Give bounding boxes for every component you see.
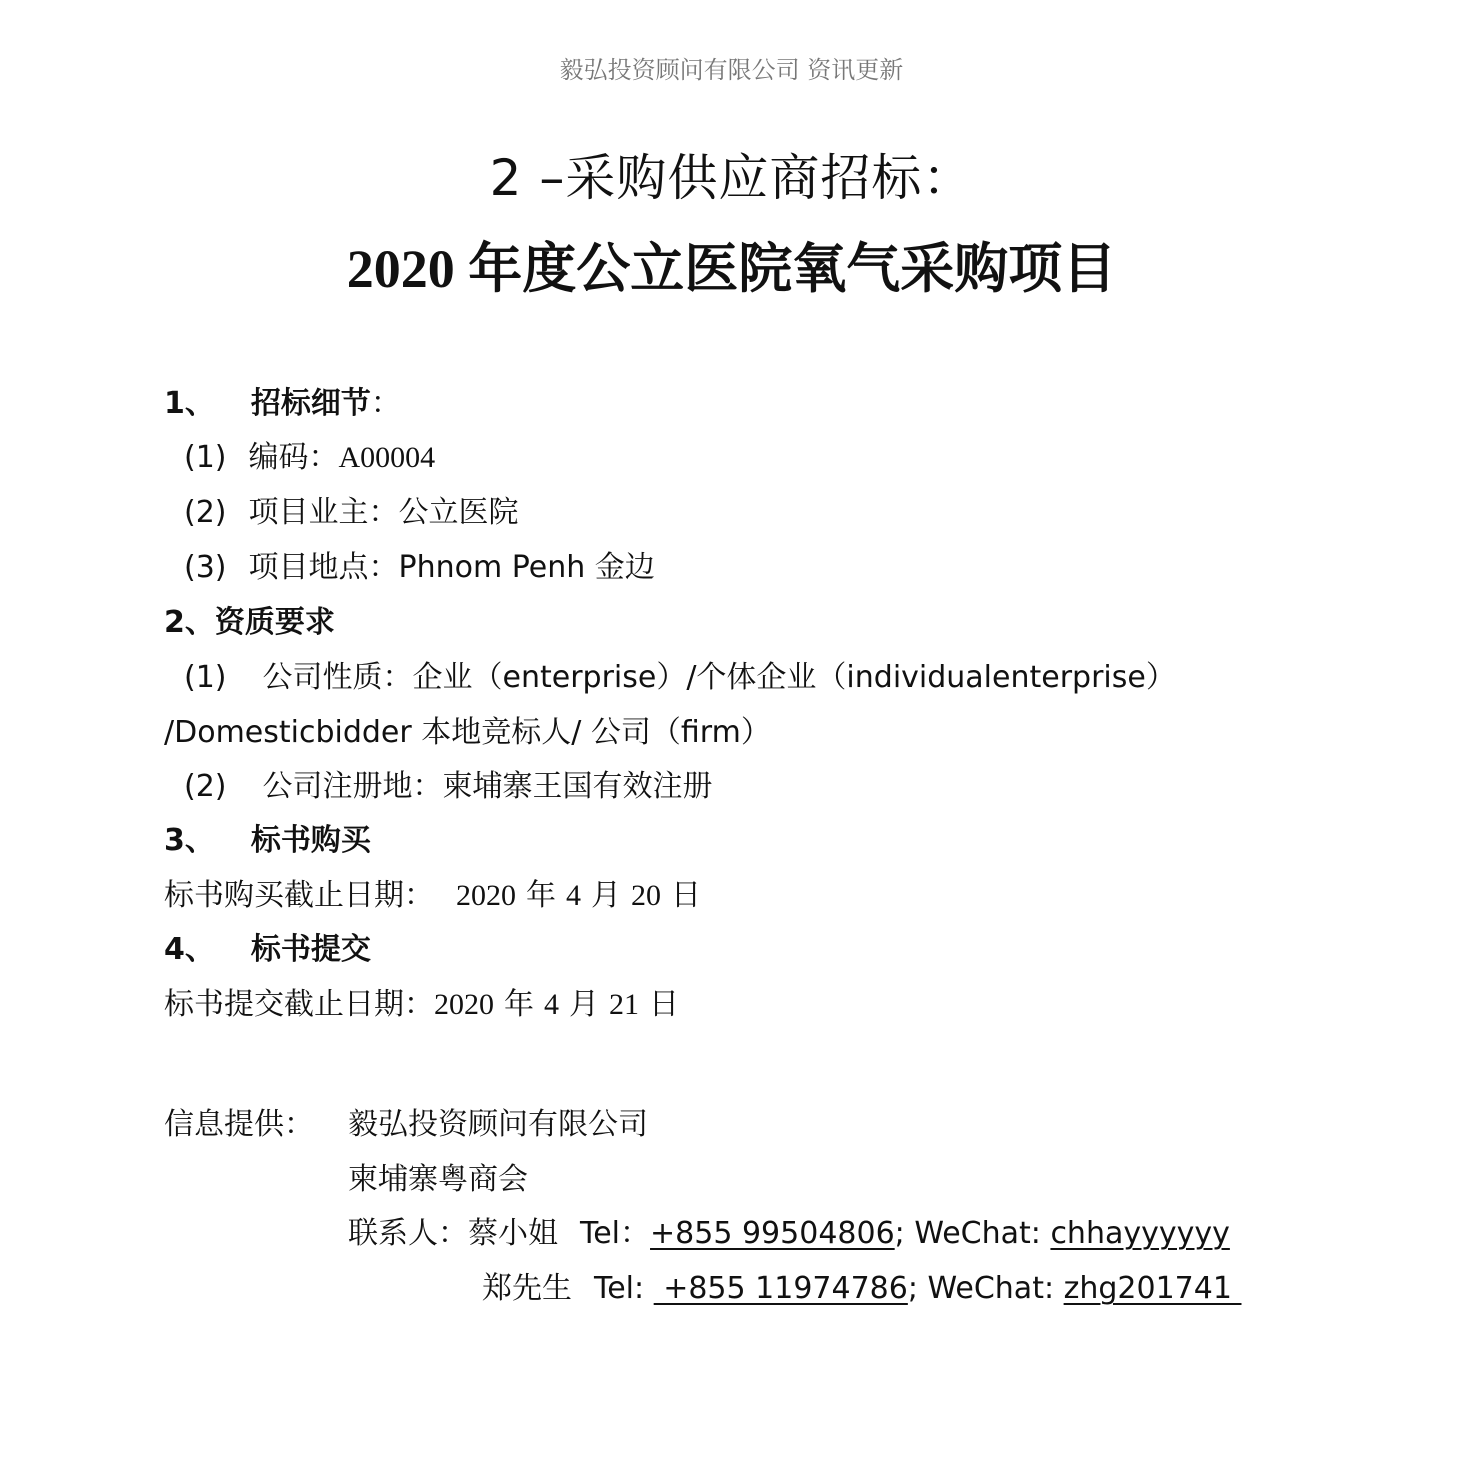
item-registration bbox=[184, 761, 713, 805]
section-title: 标书购买 bbox=[250, 823, 371, 858]
section-2-heading: 2、资质要求 bbox=[164, 605, 335, 640]
tel-label: Tel: bbox=[594, 1271, 654, 1306]
info-provider-label: 信息提供： bbox=[164, 1107, 314, 1142]
contact-name: 郑先生 bbox=[482, 1271, 572, 1306]
item-number: (1) bbox=[184, 440, 227, 475]
month-unit: 月 bbox=[569, 987, 599, 1022]
item-label: 编码： bbox=[248, 440, 339, 475]
document-title-line1: 2 –采购供应商招标： bbox=[489, 149, 974, 207]
item-text: 项目业主：公立医院 bbox=[248, 495, 519, 530]
deadline-label: 标书购买截止日期： bbox=[164, 878, 434, 913]
section-number: 4、 bbox=[164, 932, 215, 967]
document-title-line2: 2020 年度公立医院氧气采购项目 bbox=[346, 239, 1117, 299]
month-unit: 月 bbox=[591, 878, 621, 913]
contact-person-1 bbox=[348, 1208, 1230, 1252]
item-text: 公司性质：企业（enterprise）/个体企业（individualenterprise） bbox=[262, 660, 1176, 695]
year-unit: 年 bbox=[504, 987, 534, 1022]
item-number: (2) bbox=[184, 495, 227, 530]
year-unit: 年 bbox=[526, 878, 556, 913]
page-header: 毅弘投资顾问有限公司 资讯更新 bbox=[559, 56, 904, 84]
info-provider-company2: 柬埔寨粤商会 bbox=[348, 1162, 528, 1197]
item-number: (3) bbox=[184, 550, 227, 585]
day-unit: 日 bbox=[649, 987, 679, 1022]
contact-name: 蔡小姐 bbox=[468, 1216, 558, 1251]
section-number: 3、 bbox=[164, 823, 215, 858]
deadline-year: 2020 bbox=[456, 879, 516, 912]
wechat-link[interactable]: zhg201741 bbox=[1063, 1271, 1242, 1306]
item-label: 项目地点： bbox=[248, 550, 399, 585]
item-number: (2) bbox=[184, 769, 227, 804]
section-3-heading bbox=[164, 815, 371, 859]
deadline-day: 20 bbox=[631, 879, 661, 912]
item-company-type-continued: /Domesticbidder 本地竞标人/ 公司（firm） bbox=[164, 715, 771, 750]
deadline-month: 4 bbox=[544, 988, 559, 1021]
wechat-link[interactable]: chhayyyyyy bbox=[1050, 1216, 1230, 1251]
wechat-label: ; WeChat: bbox=[894, 1216, 1051, 1251]
item-number: (1) bbox=[184, 660, 227, 695]
purchase-deadline bbox=[164, 870, 701, 914]
section-colon: ： bbox=[370, 386, 401, 421]
section-number: 1、 bbox=[164, 386, 215, 421]
item-code bbox=[184, 432, 435, 476]
info-provider-company1: 毅弘投资顾问有限公司 bbox=[348, 1107, 648, 1142]
item-location bbox=[184, 542, 655, 586]
tel-label: Tel： bbox=[580, 1216, 651, 1251]
submission-deadline bbox=[164, 979, 679, 1023]
deadline-month: 4 bbox=[566, 879, 581, 912]
item-value: A00004 bbox=[338, 441, 436, 474]
section-title: 招标细节 bbox=[250, 386, 371, 421]
deadline-year: 2020 bbox=[434, 988, 494, 1021]
deadline-label: 标书提交截止日期： bbox=[164, 987, 434, 1022]
phone-link[interactable]: +855 11974786 bbox=[653, 1271, 908, 1306]
section-4-heading bbox=[164, 924, 371, 968]
contact-person-2 bbox=[482, 1263, 1241, 1307]
contact-label: 联系人： bbox=[348, 1216, 468, 1251]
section-1-heading bbox=[164, 378, 401, 422]
item-owner bbox=[184, 487, 519, 531]
phone-link[interactable]: +855 99504806 bbox=[650, 1216, 895, 1251]
wechat-label: ; WeChat: bbox=[907, 1271, 1064, 1306]
day-unit: 日 bbox=[671, 878, 701, 913]
item-company-type bbox=[184, 652, 1176, 696]
item-value: Phnom Penh 金边 bbox=[398, 550, 655, 585]
item-text: 公司注册地：柬埔寨王国有效注册 bbox=[262, 769, 713, 804]
section-title: 标书提交 bbox=[250, 932, 371, 967]
deadline-day: 21 bbox=[609, 988, 639, 1021]
